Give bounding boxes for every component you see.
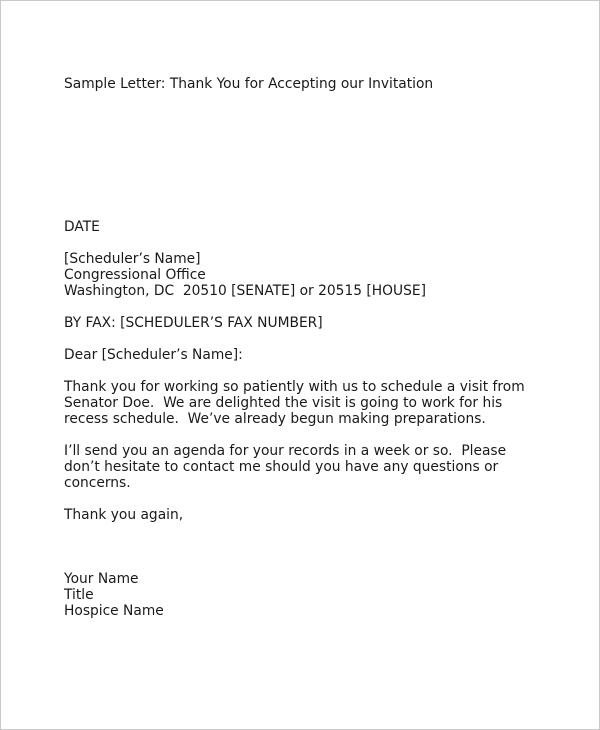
recipient-office: Congressional Office: [64, 267, 206, 283]
recipient-city: Washington, DC 20510 [SENATE] or 20515 [HOUSE]: [64, 283, 426, 299]
closing: Thank you again,: [64, 507, 184, 523]
paragraph-line: I’ll send you an agenda for your records in a week or so. Please: [64, 443, 507, 459]
paragraph-line: Thank you for working so patiently with us to schedule a visit from: [64, 379, 525, 395]
letter-title: Sample Letter: Thank You for Accepting our Invitation: [64, 76, 434, 92]
fax-line: BY FAX: [SCHEDULER’S FAX NUMBER]: [64, 315, 323, 331]
salutation: Dear [Scheduler’s Name]:: [64, 347, 243, 363]
signature-name: Your Name: [64, 571, 139, 587]
date-line: DATE: [64, 219, 100, 235]
paragraph-line: don’t hesitate to contact me should you have any questions or: [64, 459, 499, 475]
paragraph-line: recess schedule. We’ve already begun making preparations.: [64, 411, 486, 427]
signature-organization: Hospice Name: [64, 603, 164, 619]
signature-title: Title: [64, 587, 94, 603]
recipient-name: [Scheduler’s Name]: [64, 251, 201, 267]
paragraph-line: Senator Doe. We are delighted the visit is going to work for his: [64, 395, 503, 411]
paragraph-line: concerns.: [64, 475, 131, 491]
